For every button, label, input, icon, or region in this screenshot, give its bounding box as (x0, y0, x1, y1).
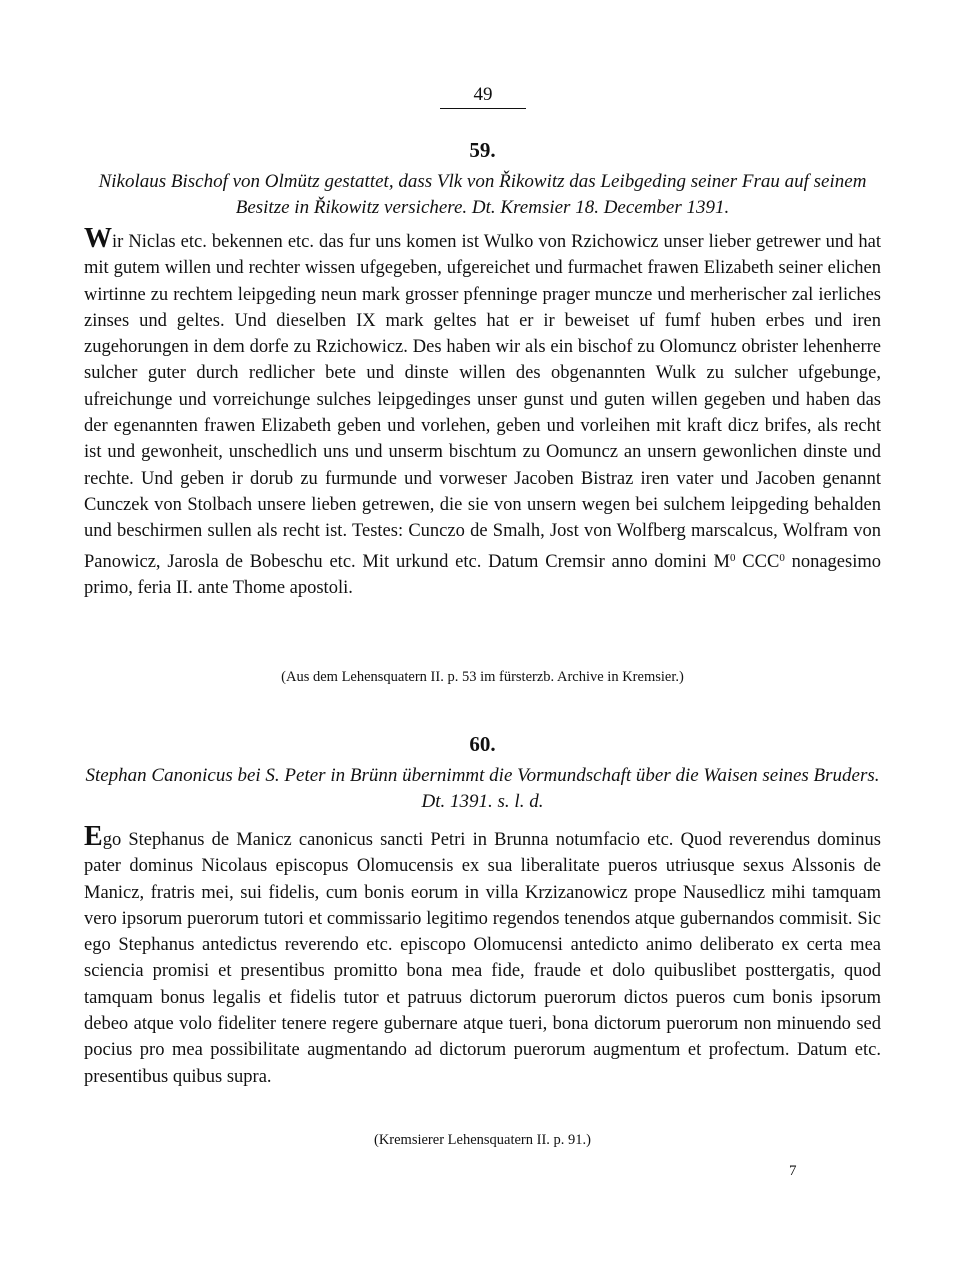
source-note: (Kremsierer Lehensquatern II. p. 91.) (373, 1132, 591, 1148)
document-body (84, 821, 881, 1090)
document-body (84, 223, 881, 601)
document-number: 60. (469, 732, 496, 756)
superscript: 0 (730, 551, 736, 564)
document-59 (84, 138, 881, 601)
document-summary: Stephan Canonicus bei S. Peter in Brünn übernimmt die Vormundschaft über die Waisen seines Bruders. Dt. 1391. s. l. d. (85, 765, 880, 812)
source-note: (Aus dem Lehensquatern II. p. 53 im fürsterzb. Archive in Kremsier.) (281, 669, 684, 685)
document-summary: Nikolaus Bischof von Olmütz gestattet, dass Vlk von Řikowitz das Leibgeding seiner Frau auf seinem Besitze in Řikowitz versichere. Dt. Kremsier 18. December 1391. (98, 171, 867, 218)
superscript: 0 (779, 551, 785, 564)
signature-mark: 7 (789, 1163, 797, 1179)
body-text-mid: CCC (735, 551, 780, 572)
initial-letter: E (84, 821, 103, 852)
body-text: go Stephanus de Manicz canonicus sancti Petri in Brunna notumfacio etc. Quod reverendus dominus pater dominus Nicolaus episcopus Olomucensis ex sua liberalitate pueros utriusque sexus Alssonis de Manicz, fratris mei, sui fidelis, cum bonis eorum in villa Krzizanowicz prope Nausedlicz mihi tamquam vero ipsorum puerorum tutori et commissario legitimo regendos tenendos atque gubernandos commisit. Sic ego Stephanus antedictus reverendo etc. episcopo Olomucensi antedicto animo deliberato ex certa mea sciencia promisi et presentibus promitto bona mea fide, fraude et dolo quibuslibet posttergatis, quod tamquam bonus legalis et fidelis tutor et patruus dictorum puerorum dictos pueros cum bonis ipsorum debeo atque volo fideliter tenere regere gubernare atque tueri, bona dictorum puerorum non minuendo sed pocius pro mea possibilitate augmentando ad dictorum puerorum augmentum et profectum. Datum etc. presentibus quibus supra. (84, 830, 881, 1087)
document-60 (84, 732, 881, 1090)
body-text: ir Niclas etc. bekennen etc. das fur uns komen ist Wulko von Rzichowicz unser lieber getrewer und hat mit gutem willen und rechter wissen ufgegeben, ufgereichet und furmachet frawen Elizabeth seiner elichen wirtinne zu rechtem leipgeding neun mark grosser pfenninge prager muncze und merherischer zal ierliches zinses und geltes. Und dieselben IX mark geltes hat er ir beweiset uf fumf huben erbes und iren zugehorungen in dem dorfe zu Rzichowicz. Des haben wir als ein bischof zu Olomuncz obrister lehenherre sulcher guter durch redlicher bete und dinste willen des obgenannten Wulk zu sulcher ufgebunge, ufreichunge und vorreichunge sulches leipgedinges unser gunst und guten willen gegeben und haben das der egenannten frawen Elizabeth geben und vorlehen, geben und vorleihen mit kraft dicz brifes, als recht ist und gewonheit, unschedlich uns und unserm bischtum zu Oomuncz an unsern gewonlichen dinste und rechte. Und geben ir dorub zu furmunde und vorweser Jacoben Bistraz iren vater und Jacoben genannt Cunczek von Stolbach unsere lieben getrewen, die sie von unsern wegen bei sulchem leipgeding behalden und beschirmen sullen als recht ist. Testes: Cunczo de Smalh, Jost von Wolfberg marscalcus, Wolfram von Panowicz, Jarosla de Bobeschu etc. Mit urkund etc. Datum Cremsir anno domini M (84, 232, 881, 572)
document-number: 59. (469, 138, 496, 162)
initial-letter: W (84, 223, 112, 254)
page-number: 49 (440, 84, 526, 109)
body-text-end: nonagesimo primo, feria II. ante Thome apostoli. (84, 551, 881, 598)
